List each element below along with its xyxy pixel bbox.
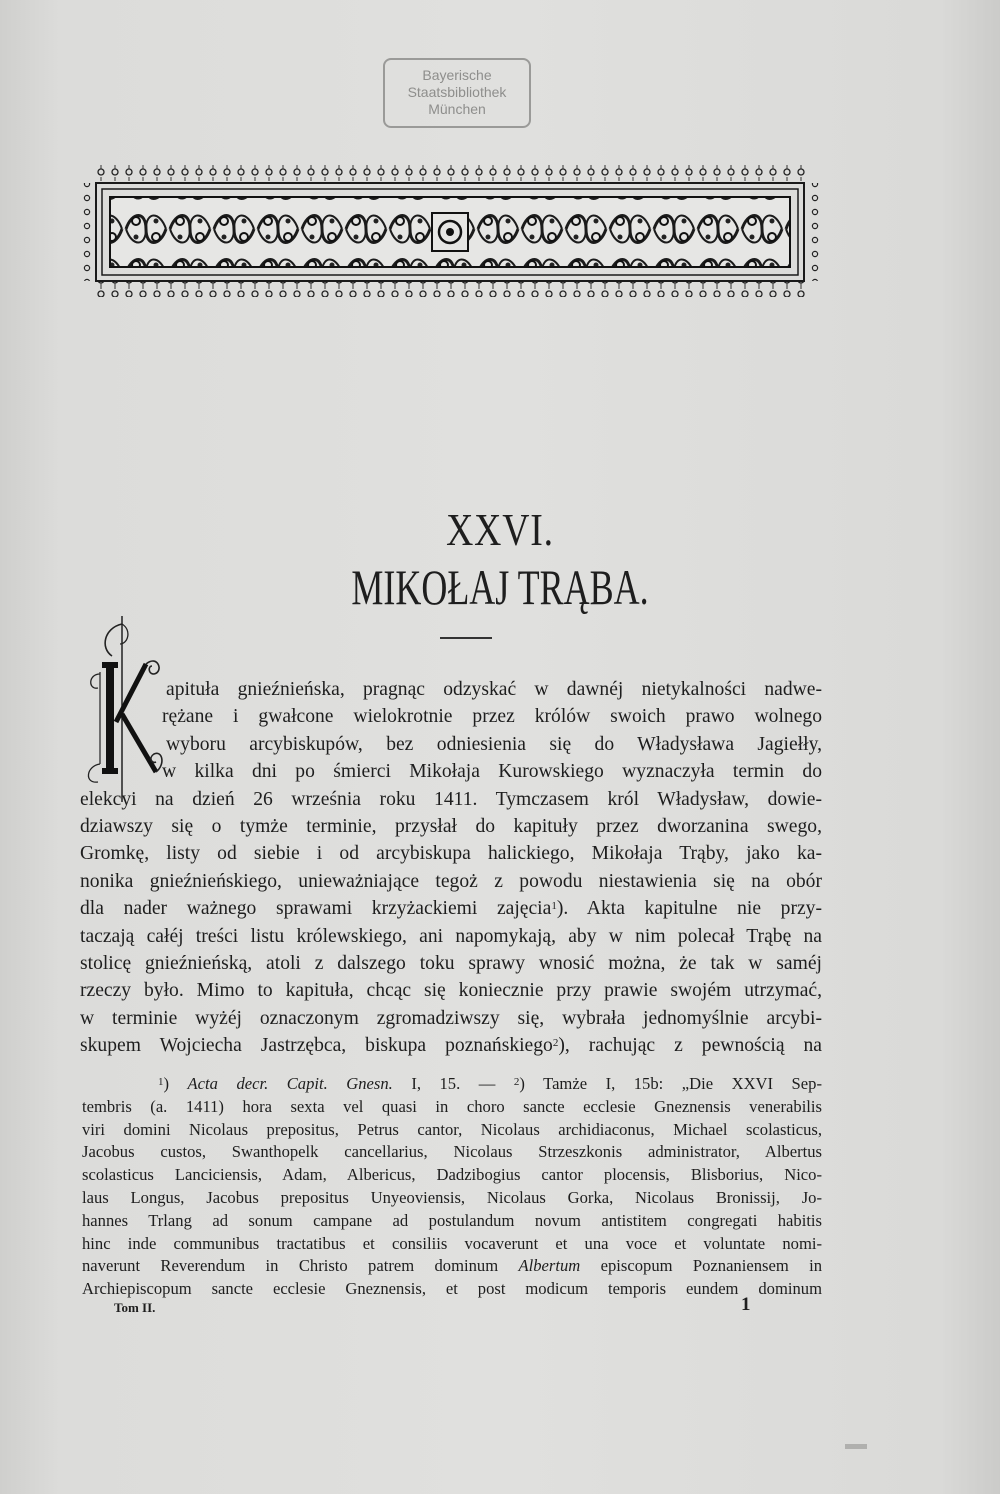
body-line: stolicę gnieźnieńską, atoli z dalszego toku sprawy wnosić można, że tak w saméj xyxy=(80,952,822,974)
footnote-text: ) Tamże I, 15b: „Die XXVI Sep- xyxy=(519,1074,822,1093)
body-text-run: skupem Wojciecha Jastrzębca, biskupa poznańskiego xyxy=(80,1035,553,1057)
body-line: apituła gnieźnieńska, pragnąc odzyskać w dawnéj nietykalności nadwe- xyxy=(166,679,822,700)
body-line: taczają całéj treści listu królewskiego, ani napomykają, aby w nim polecał Trąbę na xyxy=(80,925,822,947)
page-number: 1 xyxy=(741,1294,751,1315)
footnote-ref: 1 xyxy=(551,900,557,913)
body-text-run: ). Akta kapitulne nie przy- xyxy=(556,898,822,920)
body-line: wyboru arcybiskupów, bez odniesienia się do Władysława Jagiełły, xyxy=(166,733,822,755)
body-line xyxy=(80,1032,822,1059)
footnote-text: I, 15. — xyxy=(392,1074,514,1093)
library-stamp xyxy=(383,58,531,128)
stamp-line-3: München xyxy=(428,101,486,117)
footnote-line: viri domini Nicolaus prepositus, Petrus cantor, Nicolaus archidiaconus, Michael scolasticus, xyxy=(82,1119,822,1139)
body-text-run: ), xyxy=(558,1035,589,1057)
body-text-run: rachując z pewnością na xyxy=(588,1035,822,1057)
footnote-text: episcopum Poznaniensem in xyxy=(600,1256,823,1276)
footnote-line: hinc inde communibus tractatibus et consiliis vocaverunt et una voce et voluntate nomi- xyxy=(82,1233,822,1253)
footnote-line: hannes Trlang ad sonum campane ad postulandum novum antistitem congregati habitis xyxy=(82,1210,822,1230)
stamp-line-1: Bayerische xyxy=(422,67,492,83)
page-edge-mark xyxy=(845,1444,867,1449)
body-text xyxy=(80,676,822,1059)
body-line: rzeczy było. Mimo to kapituła, chcąc się koniecznie przy prawie swojém utrzymać, xyxy=(80,980,822,1002)
stamp-line-2: Staatsbibliothek xyxy=(407,84,507,100)
footnote-line: tembris (a. 1411) hora sexta vel quasi in choro sancte ecclesie Gneznensis venerabilis xyxy=(82,1096,822,1116)
tome-label: Tom II. xyxy=(114,1300,156,1315)
body-line: rężane i gwałcone wielokrotnie przez królów swoich prawo wolnego xyxy=(162,706,822,728)
body-line: elekcyi na dzień 26 września roku 1411. Tymczasem król Władysław, dowie- xyxy=(80,788,822,810)
title-rule xyxy=(440,637,492,639)
footnote-line: Archiepiscopum sancte ecclesie Gneznensis, et post modicum temporis eundem dominum xyxy=(82,1279,822,1299)
chapter-number: XXVI. xyxy=(446,504,554,555)
body-line: w kilka dni po śmierci Mikołaja Kurowskiego wyznaczyła termin do xyxy=(162,761,822,783)
body-line: dziawszy się o tymże terminie, przysłał do kapituły przez dworzanina swego, xyxy=(80,815,822,837)
body-line: nonika gnieźnieńskiego, unieważniające tegoż z powodu niestawienia się na obór xyxy=(80,870,822,892)
footnote-text: naverunt Reverendum in Christo patrem dominum xyxy=(82,1256,499,1276)
footnote-line: $^1$) Acta decr. Capit. Gnesn. I, 15. — $^2$) Tamże I, 15b: „Die XXVI Sep- xyxy=(158,1074,822,1093)
body-line: w terminie wyżéj oznaczonym zgromadziwszy się, wybrała jednomyślnie arcybi- xyxy=(80,1007,822,1029)
footnote-ref: 2 xyxy=(552,1037,559,1050)
footnote-marker: 2 xyxy=(513,1076,520,1088)
footnote-line: laus Longus, Jacobus prepositus Unyeoviensis, Nicolaus Gorka, Nicolaus Bronissij, Jo- xyxy=(82,1187,822,1207)
chapter-title: MIKOŁAJ TRĄBA. xyxy=(351,559,649,615)
footnote-source: Acta decr. Capit. Gnesn. xyxy=(187,1074,393,1093)
body-line xyxy=(80,895,822,922)
footnote-marker: 1 xyxy=(158,1076,164,1088)
footnote-line: Jacobus custos, Swanthopelk cancellarius, Nicolaus Strzeszkonis administrator, Albertus xyxy=(82,1142,822,1162)
footnote-line xyxy=(82,1255,822,1278)
footnote-italic-name: Albertum xyxy=(518,1256,581,1276)
body-line: Gromkę, listy od siebie i od arcybiskupa halickiego, Mikołaja Trąby, jako ka- xyxy=(80,843,822,865)
ornamental-headpiece xyxy=(80,163,820,301)
footnote-line: scolasticus Lanciciensis, Adam, Albericus, Dadzibogius cantor plocensis, Blisborius, Nico- xyxy=(82,1165,822,1185)
footnotes xyxy=(82,1073,822,1301)
body-text-run: dla nader ważnego sprawami krzyżackiemi zajęcia xyxy=(80,898,552,920)
